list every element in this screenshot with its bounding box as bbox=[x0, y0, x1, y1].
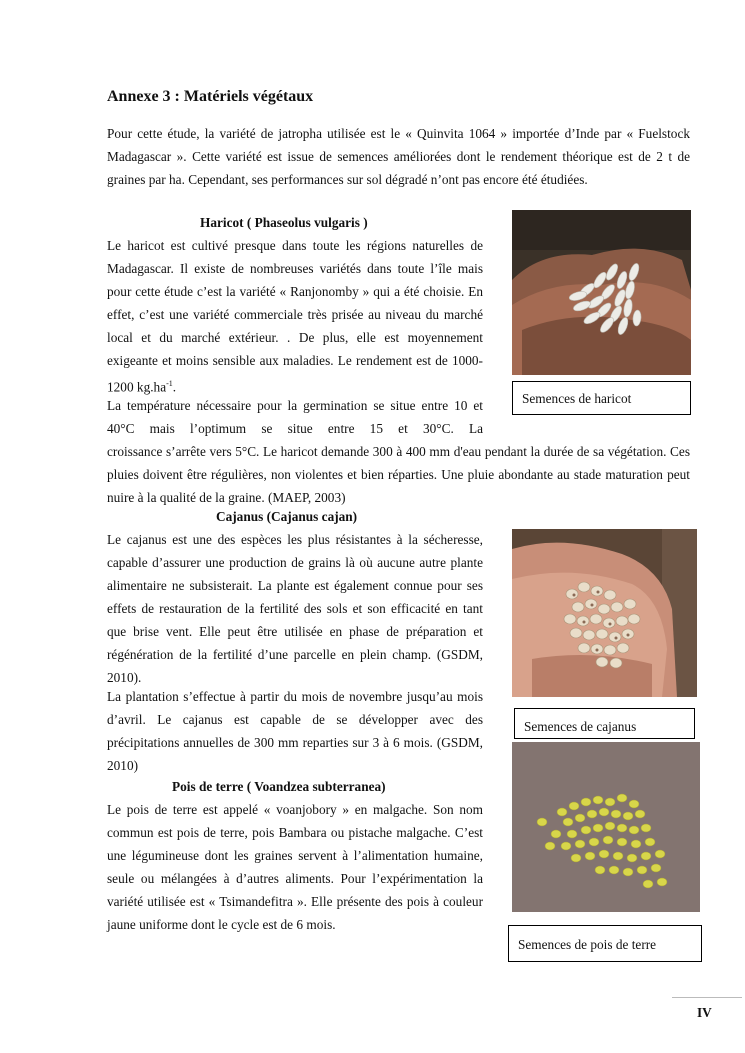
pois-paragraph: Le pois de terre est appelé « voanjobory » en malgache. Son nom commun est pois de terre, pois Bambara ou pistache malgache. C’est une légumineuse dont les graines servent à l’alimentation humaine, seule ou mélangées à d’autres aliments. Pour l’expérimentation la variété utilisée est « Tsimandefitra ». Elle présente des pois à couleur jaune uniforme dont le cycle est de 6 mois. bbox=[107, 802, 483, 932]
haricot-paragraph-2-wide: croissance s’arrête vers 5°C. Le haricot demande 300 à 400 mm d'eau pendant la durée de sa végétation. Ces pluies doivent être régulières, non violentes et bien réparties. Une pluie abondante au stade maturation peut nuire à la qualité de la graine. (MAEP, 2003) bbox=[107, 444, 690, 505]
pois-caption: Semences de pois de terre bbox=[508, 925, 702, 962]
cajanus-seeds-photo bbox=[512, 529, 697, 697]
cajanus-caption: Semences de cajanus bbox=[514, 708, 695, 739]
cajanus-seeds-image bbox=[512, 529, 697, 697]
haricot-paragraph-1-end: . bbox=[172, 379, 177, 395]
pois-heading: Pois de terre ( Voandzea subterranea) bbox=[172, 779, 386, 794]
intro-paragraph: Pour cette étude, la variété de jatropha utilisée est le « Quinvita 1064 » importée d’Inde par « Fuelstock Madagascar ». Cette variété est issue de semences améliorées dont le rendement théorique est de 2 t de graines par ha. Cependant, ses performances sur sol dégradé n’ont pas encore été étudiées. bbox=[107, 126, 690, 187]
cajanus-heading: Cajanus (Cajanus cajan) bbox=[216, 509, 358, 524]
page-title: Annexe 3 : Matériels végétaux bbox=[107, 88, 314, 105]
haricot-heading: Haricot ( Phaseolus vulgaris ) bbox=[200, 215, 368, 230]
haricot-paragraph-1 bbox=[107, 234, 483, 398]
pois-seeds-image bbox=[512, 742, 700, 912]
haricot-seeds-image bbox=[512, 210, 691, 375]
page-number: IV bbox=[697, 1005, 712, 1020]
pois-seeds-photo bbox=[512, 742, 700, 912]
haricot-caption: Semences de haricot bbox=[512, 381, 691, 415]
haricot-paragraph-2-narrow: La température nécessaire pour la germination se situe entre 10 et 40°C mais l’optimum se situe entre 15 et 30°C. La bbox=[107, 398, 483, 436]
haricot-paragraph-1-text: Le haricot est cultivé presque dans toute les régions naturelles de Madagascar. Il existe de nombreuses variétés dans toute l’île mais pour cette étude c’est la variété « Ranjonomby » qui a été choisie. En effet, c’est une variété commerciale très prisée au niveau du marché local et du marché extérieur. . De plus, elle est moyennement exigeante et moins sensible aux maladies. Le rendement est de 1000-1200 kg.ha bbox=[107, 238, 483, 395]
cajanus-paragraph-2: La plantation s’effectue à partir du mois de novembre jusqu’au mois d’avril. Le cajanus est capable de se développer avec des précipitations annuelles de 300 mm reparties sur 3 à 6 mois. (GSDM, 2010) bbox=[107, 689, 483, 773]
footer-divider bbox=[672, 997, 742, 998]
haricot-seeds-photo bbox=[512, 210, 691, 375]
cajanus-paragraph-1: Le cajanus est une des espèces les plus résistantes à la sécheresse, capable d’assurer une production de grains là où aucune autre plante alimentaire ne subsisterait. La plante est également connue pour ses effets de restauration de la fertilité des sols et son efficacité en tant que brise vent. Elle peut être utilisée en phase de préparation et régénération de la fertilité d’une parcelle en plein champ. (GSDM, 2010). bbox=[107, 532, 483, 685]
unit-exponent: -1 bbox=[166, 379, 173, 388]
